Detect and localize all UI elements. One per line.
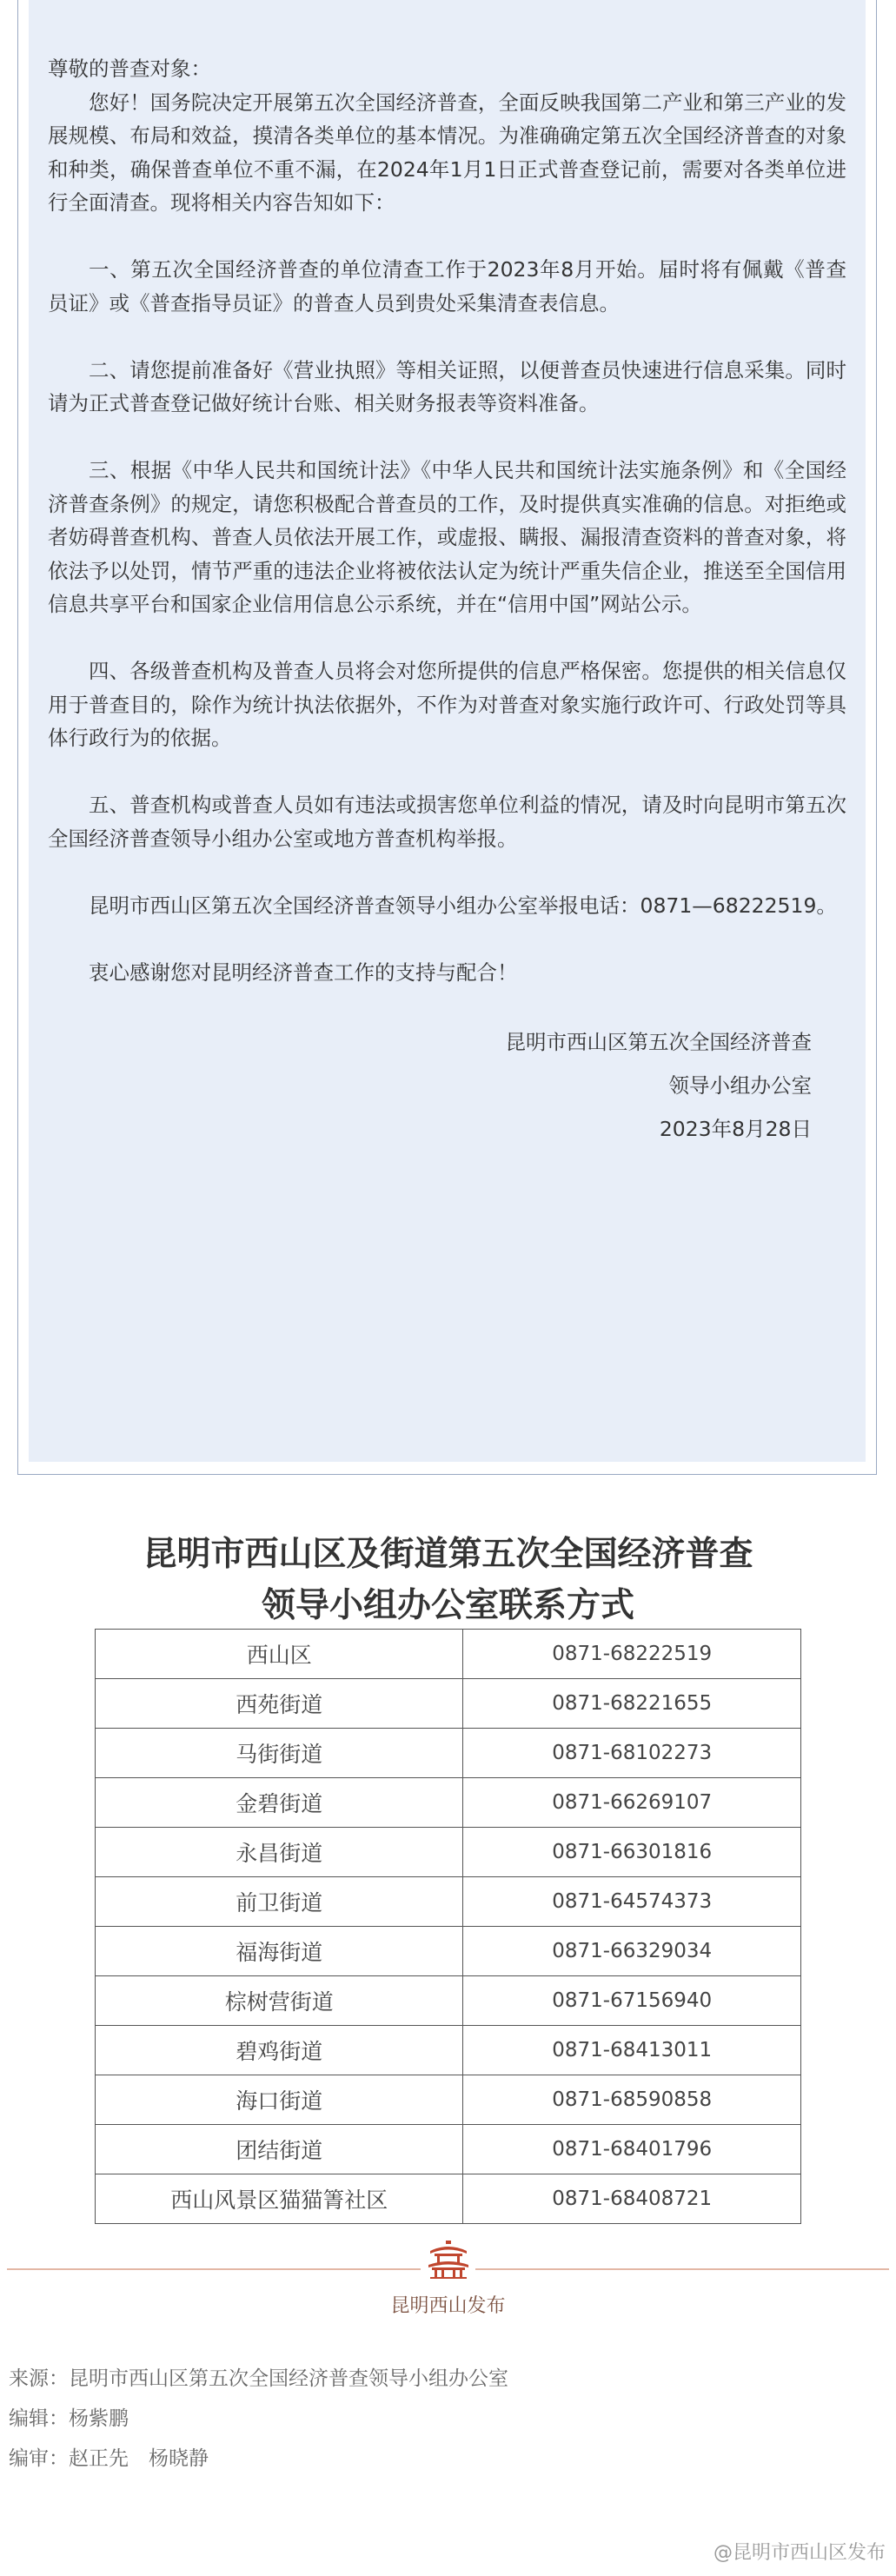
contact-name-cell: 海口街道 [96, 2075, 463, 2125]
contact-phone-cell: 0871-68221655 [463, 1679, 801, 1729]
contact-phone-cell: 0871-68590858 [463, 2075, 801, 2125]
contact-phone-cell: 0871-68102273 [463, 1729, 801, 1778]
contact-phone-cell: 0871-68408721 [463, 2174, 801, 2224]
letter-body [29, 0, 866, 1462]
table-row [96, 1630, 801, 1679]
contact-name-cell: 福海街道 [96, 1927, 463, 1976]
letter-report-phone: 昆明市西山区第五次全国经济普查领导小组办公室举报电话：0871—68222519。 [89, 893, 837, 918]
contact-phone-cell: 0871-66301816 [463, 1828, 801, 1877]
table-row [96, 1679, 801, 1729]
contact-name-cell: 前卫街道 [96, 1877, 463, 1927]
table-row [96, 2125, 801, 2174]
contact-phone-cell: 0871-67156940 [463, 1976, 801, 2026]
letter-paragraph-5: 五、普查机构或普查人员如有违法或损害您单位利益的情况，请及时向昆明市第五次全国经济普查领导小组办公室或地方普查机构举报。 [48, 793, 846, 851]
footer-divider-right [475, 2268, 889, 2270]
contact-name-cell: 西苑街道 [96, 1679, 463, 1729]
table-row [96, 1778, 801, 1828]
contact-name-cell: 团结街道 [96, 2125, 463, 2174]
footer-divider-left [7, 2268, 421, 2270]
credit-editor: 编辑：杨紫鹏 [9, 2407, 129, 2430]
contact-name-cell: 西山区 [96, 1630, 463, 1679]
contact-title-line2: 领导小组办公室联系方式 [261, 1585, 634, 1625]
contact-phone-cell: 0871-64574373 [463, 1877, 801, 1927]
credit-reviewer: 编审：赵正先 杨晓静 [9, 2447, 209, 2470]
pavilion-logo-icon [427, 2241, 470, 2279]
contact-name-cell: 金碧街道 [96, 1778, 463, 1828]
article-credits [9, 2359, 508, 2479]
letter-paragraph-4: 四、各级普查机构及普查人员将会对您所提供的信息严格保密。您提供的相关信息仅用于普查目的，除作为统计执法依据外，不作为对普查对象实施行政许可、行政处罚等具体行政行为的依据。 [48, 659, 846, 750]
letter-signature [48, 1020, 846, 1151]
letter-paragraph-greeting: 您好！国务院决定开展第五次全国经济普查，全面反映我国第二产业和第三产业的发展规模、布局和效益，摸清各类单位的基本情况。为准确确定第五次全国经济普查的对象和种类，确保普查单位不重不漏，在2024年1月1日正式普查登记前，需要对各类单位进行全面清查。现将相关内容告知如下： [48, 90, 846, 215]
contact-name-cell: 马街街道 [96, 1729, 463, 1778]
signature-org-line1: 昆明市西山区第五次全国经济普查 [505, 1030, 812, 1054]
signature-org-line2: 领导小组办公室 [668, 1073, 812, 1098]
credit-source: 来源：昆明市西山区第五次全国经济普查领导小组办公室 [9, 2367, 508, 2390]
contact-name-cell: 棕树营街道 [96, 1976, 463, 2026]
contact-phone-cell: 0871-68401796 [463, 2125, 801, 2174]
letter-frame [17, 0, 877, 1475]
contact-phone-cell: 0871-66329034 [463, 1927, 801, 1976]
watermark: @昆明市西山区发布 [713, 2542, 886, 2564]
contact-title-line1: 昆明市西山区及街道第五次全国经济普查 [143, 1534, 753, 1574]
table-row [96, 1927, 801, 1976]
table-row [96, 1877, 801, 1927]
table-row [96, 2026, 801, 2075]
table-row [96, 1729, 801, 1778]
contact-phone-cell: 0871-66269107 [463, 1778, 801, 1828]
letter-salutation: 尊敬的普查对象： [48, 56, 211, 81]
contact-table [95, 1629, 801, 2224]
table-row [96, 1976, 801, 2026]
contact-phone-cell: 0871-68413011 [463, 2026, 801, 2075]
contact-name-cell: 永昌街道 [96, 1828, 463, 1877]
letter-paragraph-1: 一、第五次全国经济普查的单位清查工作于2023年8月开始。届时将有佩戴《普查员证》或《普查指导员证》的普查人员到贵处采集清查表信息。 [48, 257, 846, 315]
table-row [96, 2174, 801, 2224]
table-row [96, 2075, 801, 2125]
contact-name-cell: 西山风景区猫猫箐社区 [96, 2174, 463, 2224]
letter-thanks: 衷心感谢您对昆明经济普查工作的支持与配合！ [89, 959, 518, 985]
logo-caption: 昆明西山发布 [390, 2295, 506, 2317]
letter-paragraph-3: 三、根据《中华人民共和国统计法》《中华人民共和国统计法实施条例》和《全国经济普查条例》的规定，请您积极配合普查员的工作，及时提供真实准确的信息。对拒绝或者妨碍普查机构、普查人员依法开展工作，或虚报、瞒报、漏报清查资料的普查对象，将依法予以处罚，情节严重的违法企业将被依法认定为统计严重失信企业，推送至全国信用信息共享平台和国家企业信用信息公示系统，并在“信用中国”网站公示。 [48, 458, 846, 616]
letter-paragraph-2: 二、请您提前准备好《营业执照》等相关证照，以便普查员快速进行信息采集。同时请为正式普查登记做好统计台账、相关财务报表等资料准备。 [48, 357, 846, 415]
contact-phone-cell: 0871-68222519 [463, 1630, 801, 1679]
signature-date: 2023年8月28日 [659, 1117, 812, 1141]
table-row [96, 1828, 801, 1877]
contact-name-cell: 碧鸡街道 [96, 2026, 463, 2075]
